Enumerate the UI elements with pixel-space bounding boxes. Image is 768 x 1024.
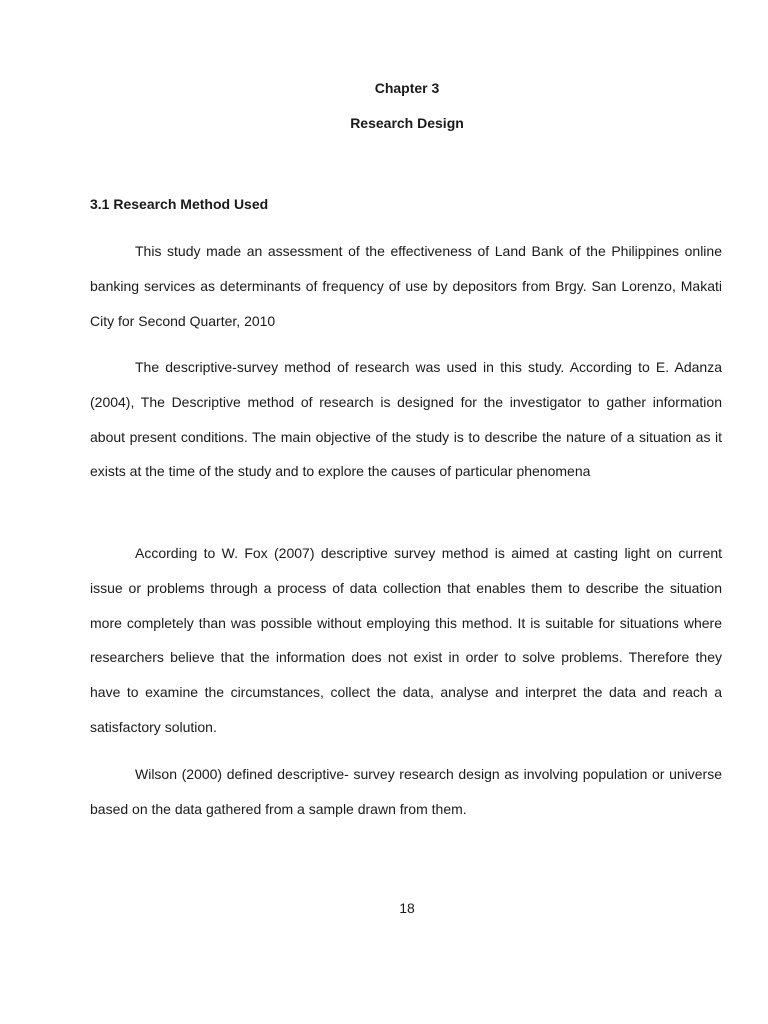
- paragraph-1: This study made an assessment of the effectiveness of Land Bank of the Philippines online banking services as determinants of frequency of use by depositors from Brgy. San Lorenzo, Makati City for Second Quarter, 2010: [90, 243, 722, 329]
- paragraph-3: According to W. Fox (2007) descriptive survey method is aimed at casting light on current issue or problems through a process of data collection that enables them to describe the situation more completely than was possible without employing this method. It is suitable for situations where researchers believe that the information does not exist in order to solve problems. Therefore they have to examine the circumstances, collect the data, analyse and interpret the data and reach a satisfactory solution.: [90, 545, 722, 735]
- chapter-label: Chapter 3: [374, 80, 440, 96]
- page-number: 18: [399, 900, 415, 916]
- chapter-title: Research Design: [350, 115, 464, 131]
- paragraph-2: The descriptive-survey method of research was used in this study. According to E. Adanza (2004), The Descriptive method of research is designed for the investigator to gather information about present conditions. The main objective of the study is to describe the nature of a situation as it exists at the time of the study and to explore the causes of particular phenomena: [90, 359, 722, 480]
- paragraph-4: Wilson (2000) defined descriptive- survey research design as involving population or universe based on the data gathered from a sample drawn from them.: [90, 766, 722, 817]
- section-heading: 3.1 Research Method Used: [90, 196, 269, 212]
